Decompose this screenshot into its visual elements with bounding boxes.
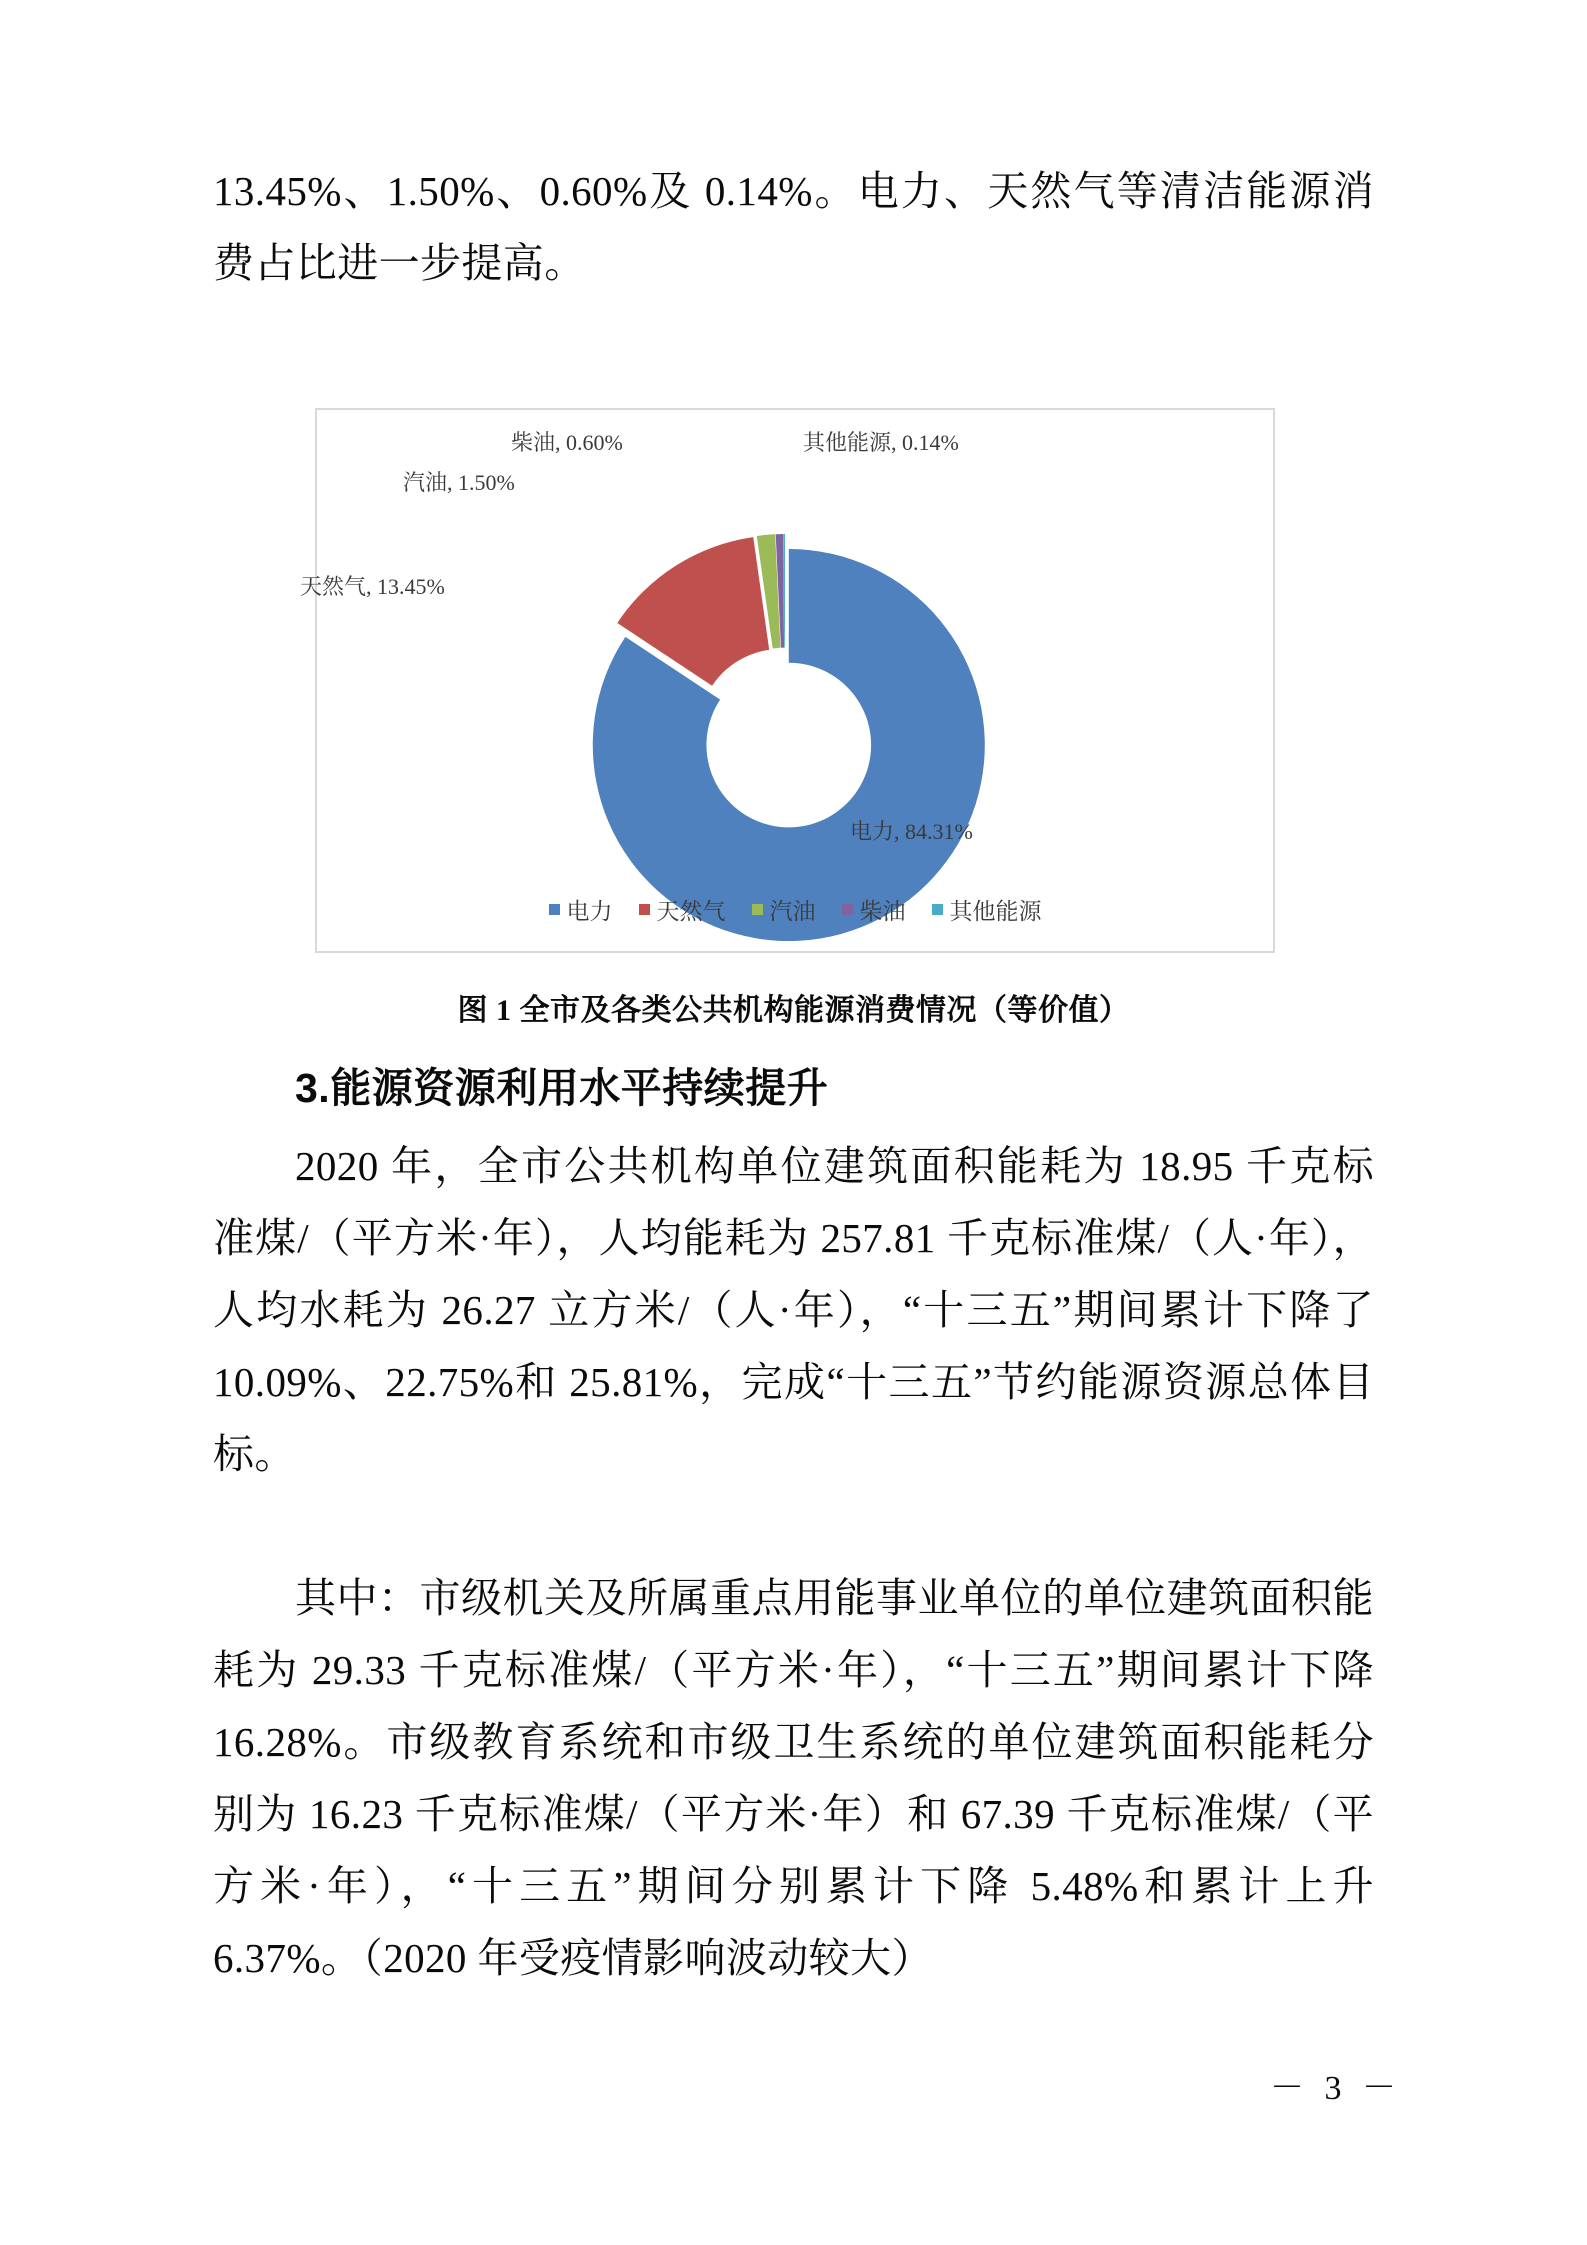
legend-swatch-icon (932, 904, 943, 915)
paragraph-1: 2020 年，全市公共机构单位建筑面积能耗为 18.95 千克标准煤/（平方米·年），人均能耗为 257.81 千克标准煤/（人·年），人均水耗为 26.27 立方米/（人·年），“十三五”期间累计下降了 10.09%、22.75%和 25.81%，完成“十三五”节约能源资源总体目标。 (213, 1143, 1374, 1477)
chart-label-qita: 其他能源, 0.14% (803, 430, 959, 455)
legend-label: 柴油 (859, 899, 906, 924)
paragraph-top: 13.45%、1.50%、0.60%及 0.14%。电力、天然气等清洁能源消费占比进一步提高。 (213, 168, 1374, 286)
legend-item (752, 893, 816, 926)
legend-label: 汽油 (769, 899, 816, 924)
legend-item (549, 893, 613, 926)
chart-legend (315, 893, 1275, 926)
paragraph-2-block (213, 1562, 1374, 1994)
legend-swatch-icon (549, 904, 560, 915)
legend-swatch-icon (842, 904, 853, 915)
chart-label-qiyou: 汽油, 1.50% (403, 470, 515, 495)
page-number: － 3 － (1270, 2070, 1402, 2107)
legend-item (842, 893, 906, 926)
paragraph-1-block (213, 1130, 1374, 1490)
legend-label: 电力 (566, 899, 613, 924)
chart-label-tianranqi: 天然气, 13.45% (300, 574, 445, 599)
figure-caption: 图 1 全市及各类公共机构能源消费情况（等价值） (457, 994, 1130, 1027)
paragraph-top-block (213, 155, 1374, 299)
legend-swatch-icon (752, 904, 763, 915)
chart-label-chaiyou: 柴油, 0.60% (511, 430, 623, 455)
legend-label: 其他能源 (949, 899, 1042, 924)
section-heading: 3.能源资源利用水平持续提升 (295, 1065, 829, 1111)
legend-item (932, 893, 1042, 926)
chart-label-dianli: 电力, 84.31% (850, 819, 973, 844)
paragraph-2: 其中：市级机关及所属重点用能事业单位的单位建筑面积能耗为 29.33 千克标准煤/（平方米·年），“十三五”期间累计下降 16.28%。市级教育系统和市级卫生系统的单位建筑面积能耗分别为 16.23 千克标准煤/（平方米·年）和 67.39 千克标准煤/（平方米·年），“十三五”期间分别累计下降 5.48%和累计上升 6.37%。（2020 年受疫情影响波动较大） (213, 1575, 1374, 1981)
figure-1-chart (300, 408, 1275, 953)
legend-swatch-icon (639, 904, 650, 915)
legend-item (639, 893, 726, 926)
legend-label: 天然气 (656, 899, 726, 924)
